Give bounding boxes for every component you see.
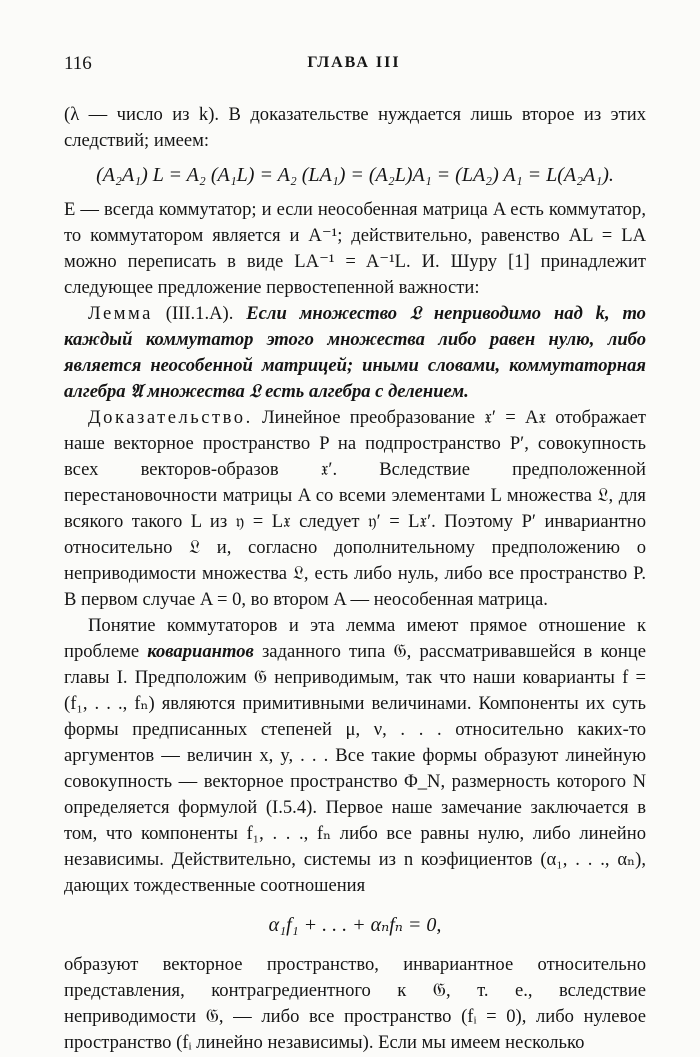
lemma-label: Лемма — [88, 303, 153, 324]
paragraph-covariants — [64, 613, 646, 899]
chapter-title: ГЛАВА III — [307, 54, 401, 71]
display-equation-linear-relation: α₁f₁ + . . . + αₙfₙ = 0, — [268, 914, 442, 936]
lemma — [64, 301, 646, 405]
covariants-term: ковариантов — [147, 641, 254, 662]
covariants-intro: Понятие коммутаторов и эта лемма имеют прямое отношение к проблеме — [64, 615, 646, 662]
paragraph-commutator-inverse: E — всегда коммутатор; и если неособенная матрица A есть коммутатор, то коммутатором является и A⁻¹; действительно, равенство AL = LA можно переписать в виде LA⁻¹ = A⁻¹L. И. Шуру [1] принадлежит следующее предложение первостепенной важности: — [64, 199, 646, 298]
proof — [64, 405, 646, 613]
proof-label: Доказательство. — [88, 407, 253, 428]
paragraph-vector-space: образуют векторное пространство, инвариантное относительно представления, контрагредиентного к 𝔊, т. е., вследствие неприводимости 𝔊, — либо все пространство (fᵢ = 0), либо нулевое пространство (fᵢ линейно независимы). Если мы имеем несколько — [64, 954, 646, 1053]
lemma-reference: (III.1.A). — [165, 303, 234, 324]
page-number: 116 — [64, 53, 92, 74]
page-body — [64, 102, 646, 1056]
lemma-statement: Если множество 𝔏 неприводимо над k, то каждый коммутатор этого множества либо равен нулю, либо является неособенной матрицей; иными словами, коммутаторная алгебра 𝔄 множества 𝔏 есть алгебра с делением. — [64, 303, 646, 402]
proof-text: Линейное преобразование 𝔵′ = A𝔵 отображает наше векторное пространство P на подпространство P′, совокупность всех векторов-образов 𝔵′. Вследствие предположенной перестановочности матрицы A со всеми элементами L множества 𝔏, для всякого такого L из 𝔶 = L𝔵 следует 𝔶′ = L𝔵′. Поэтому P′ инвариантно относительно 𝔏 и, согласно дополнительному предположению о неприводимости множества 𝔏, есть либо нуль, либо все пространство P. В первом случае A = 0, во втором A — неособенная матрица. — [64, 407, 646, 610]
display-equation-commutator: (A₂A₁) L = A₂ (A₁L) = A₂ (LA₁) = (A₂L)A₁ = (LA₂) A₁ = L(A₂A₁). — [96, 164, 614, 186]
page-header — [64, 53, 644, 81]
paragraph-intro: (λ — число из k). В доказательстве нуждается лишь второе из этих следствий; имеем: — [64, 104, 646, 151]
covariants-text: заданного типа 𝔊, рассматривавшейся в конце главы I. Предположим 𝔊 неприводимым, так что наши коварианты f = (f₁, . . ., fₙ) являются примитивными величинами. Компоненты их суть формы предписанных степеней μ, ν, . . . относительно каких-то аргументов — величин x, y, . . . Все такие формы образуют линейную совокупность — векторное пространство Φ_N, размерность которого N определяется формулой (I.5.4). Первое наше замечание заключается в том, что компоненты f₁, . . ., fₙ либо все равны нулю, либо линейно независимы. Действительно, системы из n коэфициентов (α₁, . . ., αₙ), дающих тождественные соотношения — [64, 641, 647, 896]
